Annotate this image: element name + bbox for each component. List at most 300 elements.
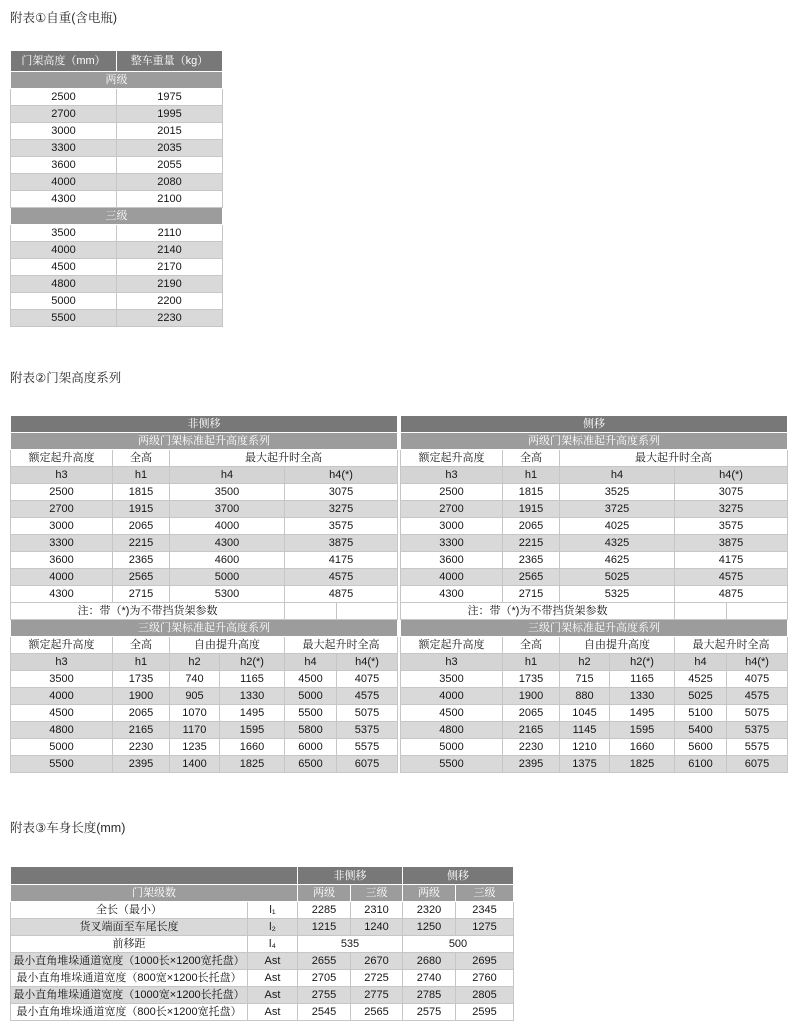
data-row	[11, 140, 223, 157]
data-row	[401, 586, 788, 603]
row-label: 货叉端面至车尾长度	[11, 919, 248, 936]
cell: 2575	[403, 1004, 456, 1021]
cell: 4000	[401, 569, 503, 586]
note-text: 注：带（*)为不带挡货架参数	[11, 603, 285, 620]
cell: 2395	[503, 756, 560, 773]
cell: 5575	[727, 739, 788, 756]
data-row	[11, 225, 223, 242]
row-label: 最小直角堆垛通道宽度（800长×1200宽托盘）	[11, 1004, 248, 1021]
data-row	[401, 552, 788, 569]
cell: 2760	[456, 970, 514, 987]
cell: 4575	[337, 688, 398, 705]
cell: 2740	[403, 970, 456, 987]
cell: 5375	[727, 722, 788, 739]
column-header: 三级	[456, 885, 514, 902]
cell: 2065	[503, 705, 560, 722]
cell: 4325	[560, 535, 675, 552]
cell: 2755	[298, 987, 351, 1004]
column-header-row	[11, 885, 514, 902]
shift-band-row	[11, 416, 398, 433]
group-header: 额定起升高度	[401, 450, 503, 467]
group-header: 最大起升时全高	[675, 637, 788, 654]
cell: 2775	[351, 987, 403, 1004]
cell: 1815	[113, 484, 170, 501]
cell: 1045	[560, 705, 610, 722]
cell: 5800	[285, 722, 337, 739]
cell: 2065	[503, 518, 560, 535]
data-row	[11, 970, 514, 987]
cell: 3000	[401, 518, 503, 535]
cell: 5375	[337, 722, 398, 739]
symbol-header: h2	[560, 654, 610, 671]
row-symbol: l₁	[248, 902, 298, 919]
cell: 2320	[403, 902, 456, 919]
cell: 1210	[560, 739, 610, 756]
cell: 1240	[351, 919, 403, 936]
group-header: 自由提升高度	[560, 637, 675, 654]
table1-title: 附表①自重(含电瓶)	[10, 11, 118, 25]
cell: 5025	[560, 569, 675, 586]
body-length-table	[10, 866, 514, 1021]
cell: 3500	[11, 225, 117, 242]
cell: 3000	[11, 518, 113, 535]
group-header: 全高	[503, 450, 560, 467]
data-row	[401, 739, 788, 756]
series-band-row	[401, 620, 788, 637]
section-band-row	[11, 208, 223, 225]
cell: 3500	[401, 671, 503, 688]
cell: 2100	[117, 191, 223, 208]
cell: 4000	[401, 688, 503, 705]
cell: 2500	[11, 484, 113, 501]
data-row	[11, 705, 398, 722]
cell: 3275	[675, 501, 788, 518]
cell: 1975	[117, 89, 223, 106]
cell: 5000	[11, 739, 113, 756]
cell: 5400	[675, 722, 727, 739]
row-symbol: Ast	[248, 953, 298, 970]
row-label: 最小直角堆垛通道宽度（1000宽×1200长托盘）	[11, 987, 248, 1004]
cell: 2015	[117, 123, 223, 140]
cell: 1375	[560, 756, 610, 773]
group-header: 全高	[113, 450, 170, 467]
cell: 2785	[403, 987, 456, 1004]
symbol-header: h4(*)	[675, 467, 788, 484]
series-band-label: 三级门架标准起升高度系列	[11, 620, 398, 637]
symbol-header: h1	[113, 467, 170, 484]
cell: 1660	[610, 739, 675, 756]
cell: 3700	[170, 501, 285, 518]
data-row	[11, 501, 398, 518]
cell: 1900	[503, 688, 560, 705]
cell: 1915	[113, 501, 170, 518]
row-label: 最小直角堆垛通道宽度（800宽×1200长托盘）	[11, 970, 248, 987]
series-band-row	[401, 433, 788, 450]
cell: 4575	[285, 569, 398, 586]
cell: 2365	[503, 552, 560, 569]
empty-cell	[285, 603, 337, 620]
empty-cell	[11, 867, 298, 885]
symbol-header: h1	[503, 654, 560, 671]
cell: 5300	[170, 586, 285, 603]
cell: 2230	[503, 739, 560, 756]
cell: 1495	[220, 705, 285, 722]
cell: 2170	[117, 259, 223, 276]
symbol-header: h4(*)	[285, 467, 398, 484]
row-label: 全长（最小）	[11, 902, 248, 919]
group-header: 最大起升时全高	[560, 450, 788, 467]
cell: 4875	[285, 586, 398, 603]
data-row	[11, 953, 514, 970]
cell: 2500	[401, 484, 503, 501]
shift-band-label: 侧移	[401, 416, 788, 433]
cell: 2705	[298, 970, 351, 987]
note-row	[11, 603, 398, 620]
cell: 2700	[11, 501, 113, 518]
data-row	[11, 569, 398, 586]
cell: 1165	[610, 671, 675, 688]
cell: 2345	[456, 902, 514, 919]
cell: 2565	[113, 569, 170, 586]
row-symbol: Ast	[248, 987, 298, 1004]
cell: 5000	[285, 688, 337, 705]
column-header: 两级	[298, 885, 351, 902]
group-header-row	[11, 450, 398, 467]
data-row	[11, 535, 398, 552]
group-header-row	[11, 637, 398, 654]
cell: 4525	[675, 671, 727, 688]
self-weight-table	[10, 50, 223, 327]
cell: 5000	[11, 293, 117, 310]
data-row	[11, 688, 398, 705]
cell: 1595	[610, 722, 675, 739]
cell: 1145	[560, 722, 610, 739]
symbol-header: h2(*)	[220, 654, 285, 671]
data-row	[11, 586, 398, 603]
cell: 3500	[11, 671, 113, 688]
cell: 6075	[727, 756, 788, 773]
cell: 5500	[11, 310, 117, 327]
cell: 4175	[675, 552, 788, 569]
cell: 3525	[560, 484, 675, 501]
cell: 1660	[220, 739, 285, 756]
shift-band-label: 非侧移	[11, 416, 398, 433]
cell: 3500	[170, 484, 285, 501]
cell: 1815	[503, 484, 560, 501]
symbol-header: h3	[11, 467, 113, 484]
cell: 4500	[11, 705, 113, 722]
data-row	[11, 259, 223, 276]
symbol-header: h3	[401, 654, 503, 671]
symbol-header-row	[11, 654, 398, 671]
cell: 2395	[113, 756, 170, 773]
cell: 1250	[403, 919, 456, 936]
cell: 4000	[170, 518, 285, 535]
cell: 2310	[351, 902, 403, 919]
cell: 2065	[113, 705, 170, 722]
symbol-header: h3	[401, 467, 503, 484]
symbol-header: h4(*)	[727, 654, 788, 671]
cell: 2140	[117, 242, 223, 259]
cell: 5500	[401, 756, 503, 773]
cell: 2715	[503, 586, 560, 603]
cell: 2165	[503, 722, 560, 739]
cell: 2725	[351, 970, 403, 987]
symbol-header: h2	[170, 654, 220, 671]
symbol-header: h3	[11, 654, 113, 671]
data-row	[11, 89, 223, 106]
group-header: 额定起升高度	[11, 450, 113, 467]
cell: 2545	[298, 1004, 351, 1021]
group-header: 额定起升高度	[11, 637, 113, 654]
cell: 2695	[456, 953, 514, 970]
cell: 2165	[113, 722, 170, 739]
column-header: 门架高度（mm）	[11, 51, 117, 72]
cell: 1165	[220, 671, 285, 688]
cell: 3575	[285, 518, 398, 535]
cell: 1915	[503, 501, 560, 518]
cell: 2655	[298, 953, 351, 970]
section-band-row	[11, 72, 223, 89]
cell: 1995	[117, 106, 223, 123]
cell: 4300	[170, 535, 285, 552]
data-row	[11, 1004, 514, 1021]
row-symbol: l₄	[248, 936, 298, 953]
table2-title: 附表②门架高度系列	[10, 371, 122, 385]
data-row	[11, 191, 223, 208]
data-row	[11, 123, 223, 140]
cell: 4300	[11, 191, 117, 208]
cell: 5000	[170, 569, 285, 586]
cell: 5600	[675, 739, 727, 756]
data-row	[11, 552, 398, 569]
data-row	[401, 688, 788, 705]
cell: 1735	[503, 671, 560, 688]
cell: 3075	[675, 484, 788, 501]
cell: 4075	[727, 671, 788, 688]
shift-band-label: 非侧移	[298, 867, 403, 885]
data-row	[11, 739, 398, 756]
note-text: 注：带（*)为不带挡货架参数	[401, 603, 675, 620]
data-row	[11, 484, 398, 501]
data-row	[11, 671, 398, 688]
cell: 5575	[337, 739, 398, 756]
cell: 1330	[220, 688, 285, 705]
data-row	[11, 756, 398, 773]
symbol-header-row	[401, 467, 788, 484]
data-row	[11, 919, 514, 936]
data-row	[11, 157, 223, 174]
cell: 2595	[456, 1004, 514, 1021]
data-row	[11, 722, 398, 739]
cell: 1215	[298, 919, 351, 936]
symbol-header: h4(*)	[337, 654, 398, 671]
row-symbol: l₂	[248, 919, 298, 936]
data-row	[11, 902, 514, 919]
cell: 4025	[560, 518, 675, 535]
symbol-header: h2(*)	[610, 654, 675, 671]
column-header: 两级	[403, 885, 456, 902]
data-row	[401, 501, 788, 518]
cell: 4500	[285, 671, 337, 688]
cell: 3300	[11, 535, 113, 552]
data-row	[11, 987, 514, 1004]
cell: 2715	[113, 586, 170, 603]
cell: 3725	[560, 501, 675, 518]
cell: 2055	[117, 157, 223, 174]
symbol-header: h1	[113, 654, 170, 671]
group-header: 最大起升时全高	[285, 637, 398, 654]
cell: 2700	[11, 106, 117, 123]
row-symbol: Ast	[248, 1004, 298, 1021]
cell: 5500	[285, 705, 337, 722]
cell: 1275	[456, 919, 514, 936]
empty-cell	[337, 603, 398, 620]
shift-band-row	[401, 416, 788, 433]
cell: 4075	[337, 671, 398, 688]
symbol-header: h4	[675, 654, 727, 671]
cell: 2285	[298, 902, 351, 919]
cell: 1400	[170, 756, 220, 773]
data-row	[401, 722, 788, 739]
symbol-header-row	[11, 467, 398, 484]
cell: 1330	[610, 688, 675, 705]
cell: 905	[170, 688, 220, 705]
group-header: 全高	[113, 637, 170, 654]
column-header: 整车重量（kg）	[117, 51, 223, 72]
cell: 2805	[456, 987, 514, 1004]
cell: 3600	[401, 552, 503, 569]
cell: 6075	[337, 756, 398, 773]
cell: 5075	[337, 705, 398, 722]
data-row	[401, 535, 788, 552]
cell: 5000	[401, 739, 503, 756]
data-row	[401, 518, 788, 535]
cell: 4575	[675, 569, 788, 586]
cell: 3875	[285, 535, 398, 552]
cell: 5075	[727, 705, 788, 722]
cell: 500	[403, 936, 514, 953]
cell: 1825	[610, 756, 675, 773]
data-row	[11, 518, 398, 535]
cell: 4800	[11, 276, 117, 293]
row-symbol: Ast	[248, 970, 298, 987]
cell: 1900	[113, 688, 170, 705]
cell: 1170	[170, 722, 220, 739]
data-row	[11, 242, 223, 259]
group-header-row	[401, 450, 788, 467]
cell: 880	[560, 688, 610, 705]
section-band-label: 三级	[11, 208, 223, 225]
shift-band-label: 侧移	[403, 867, 514, 885]
symbol-header: h4	[560, 467, 675, 484]
empty-cell	[727, 603, 788, 620]
cell: 1235	[170, 739, 220, 756]
cell: 4600	[170, 552, 285, 569]
section-band-label: 两级	[11, 72, 223, 89]
series-band-label: 两级门架标准起升高度系列	[401, 433, 788, 450]
cell: 2035	[117, 140, 223, 157]
group-header: 自由提升高度	[170, 637, 285, 654]
cell: 715	[560, 671, 610, 688]
cell: 6100	[675, 756, 727, 773]
column-header: 三级	[351, 885, 403, 902]
cell: 1825	[220, 756, 285, 773]
cell: 2065	[113, 518, 170, 535]
cell: 4000	[11, 242, 117, 259]
group-header: 额定起升高度	[401, 637, 503, 654]
cell: 3600	[11, 552, 113, 569]
cell: 6000	[285, 739, 337, 756]
cell: 2670	[351, 953, 403, 970]
cell: 4000	[11, 174, 117, 191]
symbol-header: h4	[285, 654, 337, 671]
data-row	[11, 310, 223, 327]
symbol-header: h1	[503, 467, 560, 484]
cell: 3600	[11, 157, 117, 174]
data-row	[11, 276, 223, 293]
cell: 3875	[675, 535, 788, 552]
empty-cell	[675, 603, 727, 620]
data-row	[11, 293, 223, 310]
cell: 1735	[113, 671, 170, 688]
data-row	[11, 174, 223, 191]
cell: 2080	[117, 174, 223, 191]
data-row	[11, 936, 514, 953]
cell: 3575	[675, 518, 788, 535]
cell: 3000	[11, 123, 117, 140]
series-band-label: 三级门架标准起升高度系列	[401, 620, 788, 637]
cell: 2680	[403, 953, 456, 970]
cell: 2110	[117, 225, 223, 242]
cell: 2365	[113, 552, 170, 569]
table3-title: 附表③车身长度(mm)	[10, 821, 126, 835]
data-row	[401, 705, 788, 722]
cell: 2700	[401, 501, 503, 518]
cell: 3300	[401, 535, 503, 552]
cell: 4800	[11, 722, 113, 739]
cell: 4500	[11, 259, 117, 276]
cell: 4800	[401, 722, 503, 739]
symbol-header-row	[401, 654, 788, 671]
note-row	[401, 603, 788, 620]
shift-band-row	[11, 867, 514, 885]
cell: 740	[170, 671, 220, 688]
cell: 2230	[117, 310, 223, 327]
data-row	[401, 569, 788, 586]
cell: 5025	[675, 688, 727, 705]
cell: 4300	[401, 586, 503, 603]
cell: 4575	[727, 688, 788, 705]
group-header: 最大起升时全高	[170, 450, 398, 467]
cell: 4000	[11, 569, 113, 586]
cell: 4000	[11, 688, 113, 705]
header-row	[11, 51, 223, 72]
cell: 4300	[11, 586, 113, 603]
cell: 4175	[285, 552, 398, 569]
cell: 535	[298, 936, 403, 953]
cell: 5100	[675, 705, 727, 722]
cell: 5500	[11, 756, 113, 773]
data-row	[401, 756, 788, 773]
cell: 2565	[503, 569, 560, 586]
cell: 2215	[113, 535, 170, 552]
cell: 3275	[285, 501, 398, 518]
cell: 2200	[117, 293, 223, 310]
group-header: 全高	[503, 637, 560, 654]
cell: 6500	[285, 756, 337, 773]
cell: 4500	[401, 705, 503, 722]
